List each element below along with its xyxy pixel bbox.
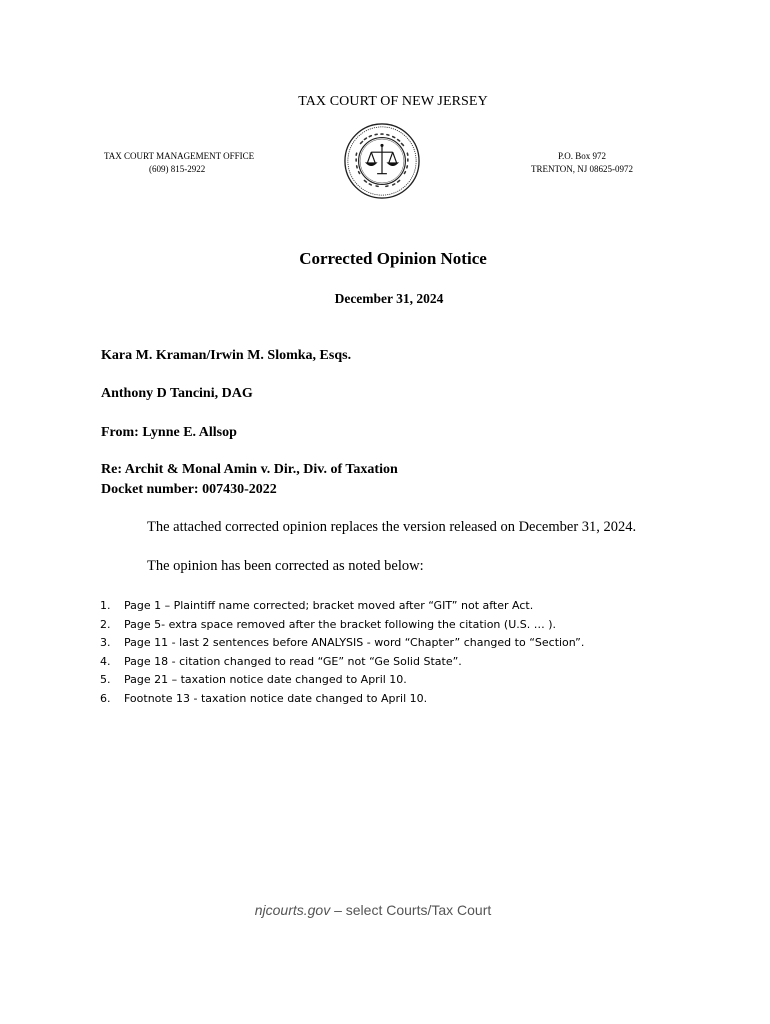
correction-number: 2. bbox=[100, 617, 111, 631]
notice-date: December 31, 2024 bbox=[334, 291, 444, 306]
correction-text: Page 1 – Plaintiff name corrected; bracket moved after “GIT” not after Act. bbox=[124, 599, 534, 612]
correction-item bbox=[100, 690, 584, 709]
re-case-line: Re: Archit & Monal Amin v. Dir., Div. of Taxation bbox=[101, 462, 398, 477]
correction-item bbox=[100, 634, 584, 653]
correction-number: 5. bbox=[100, 673, 111, 687]
correction-text: Footnote 13 - taxation notice date changed to April 10. bbox=[124, 691, 428, 705]
city-zip: TRENTON, NJ 08625-0972 bbox=[530, 164, 634, 174]
correction-text: Page 21 – taxation notice date changed to April 10. bbox=[124, 673, 407, 687]
footer-site: njcourts.gov bbox=[254, 902, 331, 918]
office-name: TAX COURT MANAGEMENT OFFICE bbox=[104, 151, 255, 161]
replacement-paragraph: The attached corrected opinion replaces the version released on December 31, 2024. bbox=[147, 519, 637, 535]
management-office-block bbox=[104, 150, 254, 176]
recipient-counsel: Kara M. Kraman/Irwin M. Slomka, Esqs. bbox=[101, 348, 352, 363]
correction-number: 3. bbox=[100, 636, 111, 650]
mailing-address-block bbox=[520, 150, 644, 176]
office-phone: (609) 815-2922 bbox=[149, 164, 206, 174]
footer-note bbox=[0, 902, 746, 918]
correction-item bbox=[100, 616, 584, 635]
po-box: P.O. Box 972 bbox=[557, 151, 606, 161]
corrections-list bbox=[100, 597, 584, 709]
correction-number: 1. bbox=[100, 599, 111, 612]
recipient-dag: Anthony D Tancini, DAG bbox=[101, 386, 253, 401]
court-name: TAX COURT OF NEW JERSEY bbox=[298, 94, 488, 109]
correction-item bbox=[100, 653, 584, 672]
court-seal-icon bbox=[343, 122, 421, 200]
docket-number: Docket number: 007430-2022 bbox=[101, 482, 277, 497]
notice-title: Corrected Opinion Notice bbox=[299, 249, 487, 268]
correction-number: 4. bbox=[100, 654, 111, 668]
corrections-intro: The opinion has been corrected as noted below: bbox=[147, 558, 424, 574]
from-line: From: Lynne E. Allsop bbox=[101, 425, 237, 440]
correction-text: Page 5- extra space removed after the bracket following the citation (U.S. … ). bbox=[124, 617, 557, 631]
correction-item bbox=[100, 597, 584, 616]
correction-item bbox=[100, 671, 584, 690]
correction-text: Page 11 - last 2 sentences before ANALYSIS - word “Chapter” changed to “Section”. bbox=[124, 636, 585, 650]
correction-number: 6. bbox=[100, 691, 111, 705]
footer-rest: – select Courts/Tax Court bbox=[330, 902, 492, 918]
correction-text: Page 18 - citation changed to read “GE” not “Ge Solid State”. bbox=[124, 654, 462, 668]
